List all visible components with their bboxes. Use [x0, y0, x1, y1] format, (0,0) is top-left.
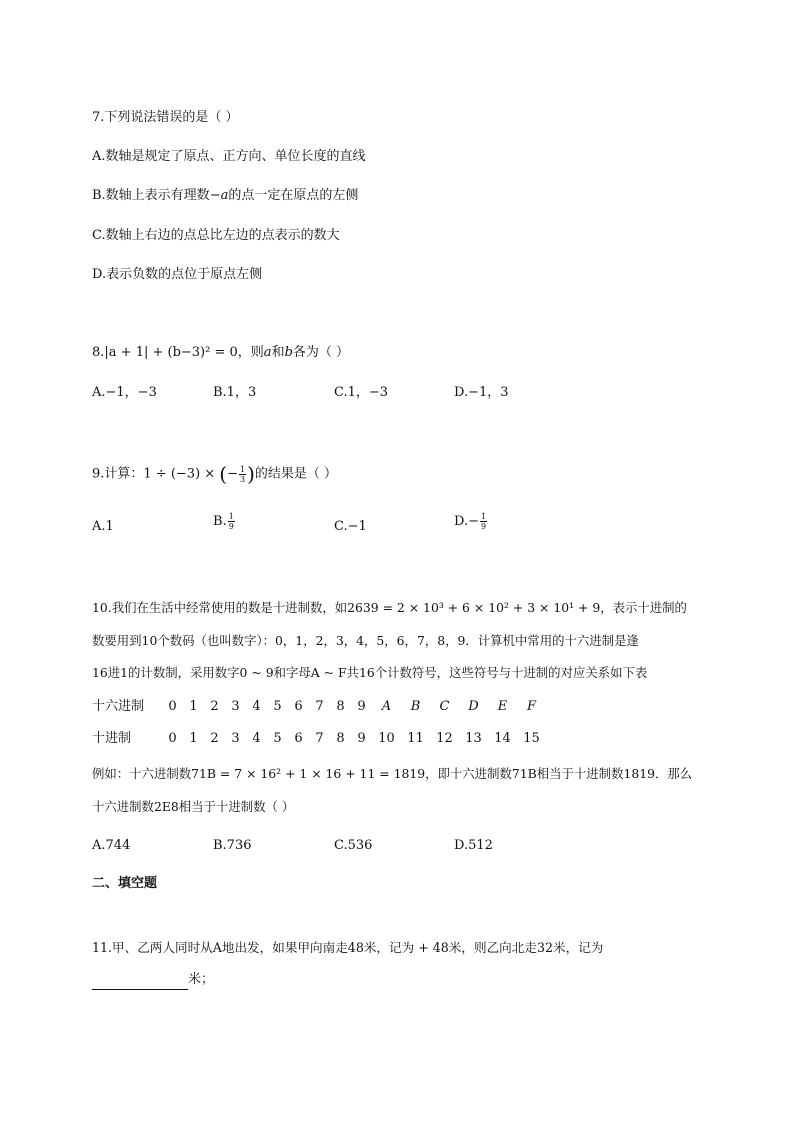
hex-cell: 2 — [210, 699, 219, 714]
q7-option-d: D.表示负数的点位于原点左侧 — [92, 267, 263, 282]
q9-option-d — [454, 512, 488, 532]
q10-line-2: 数要用到10个数码（也叫数字）：0，1，2，3，4，5，6，7，8，9．计算机中常用的十六进制是逢 — [92, 633, 639, 648]
dec-cell: 6 — [294, 731, 303, 746]
dec-cell: 11 — [407, 731, 424, 746]
q10-line-1: 10.我们在生活中经常使用的数是十进制数，如2639 = 2 × 10³ + 6 × 10² + 3 × 10¹ + 9，表示十进制的 — [92, 600, 687, 615]
hex-cell: E — [497, 699, 508, 714]
q10-line-4: 例如：十六进制数71B = 7 × 16² + 1 × 16 + 11 = 1819，即十六进制数71B相当于十进制数1819．那么 — [92, 766, 693, 781]
q8-option-b: B.1，3 — [213, 385, 257, 400]
hex-cell: 4 — [252, 699, 261, 714]
q8-option-a: A.−1，−3 — [92, 385, 157, 400]
q7-option-b-math: −a — [209, 188, 229, 203]
q8-var-a: a — [263, 345, 272, 360]
hex-row-label: 十六进制 — [92, 699, 145, 714]
q11-line-2 — [92, 970, 214, 990]
q9-stem — [92, 464, 337, 485]
q7-stem: 7.下列说法错误的是（ ） — [92, 110, 239, 125]
q9-option-d-num: 1 — [480, 512, 487, 521]
q7-option-b — [92, 186, 358, 206]
hex-cell: D — [468, 699, 479, 714]
hex-cell: 6 — [294, 699, 303, 714]
q8-num: 8. — [92, 345, 105, 360]
q10-option-c: C.536 — [334, 838, 373, 853]
section-heading-fill-in: 二、填空题 — [92, 876, 158, 891]
hex-cell: 9 — [357, 699, 366, 714]
dec-cell: 13 — [465, 731, 482, 746]
q9-option-d-frac — [480, 512, 487, 531]
q8-mid: ，则 — [237, 345, 264, 360]
hex-cell: F — [526, 699, 537, 714]
q8-formula: |a + 1| + (b−3)² = 0 — [104, 345, 238, 360]
q9-option-b-den: 9 — [228, 522, 234, 531]
dec-row — [92, 729, 546, 749]
dec-cell: 10 — [378, 731, 395, 746]
q8-var-b: b — [284, 345, 293, 360]
q7-option-b-post: 的点一定在原点的左侧 — [228, 188, 359, 203]
q8-option-d: D.−1，3 — [454, 385, 509, 400]
hex-cell: C — [439, 699, 450, 714]
q8-and: 和 — [271, 345, 285, 360]
q10-line-3: 16进1的计数制，采用数字0 ~ 9和字母A ~ F共16个计数符号，这些符号与十进制的对应关系如下表 — [92, 665, 648, 680]
dec-cell: 15 — [523, 731, 540, 746]
q10-option-a: A.744 — [92, 838, 131, 853]
q10-option-b: B.736 — [213, 838, 252, 853]
q7-option-c: C.数轴上右边的点总比左边的点表示的数大 — [92, 228, 340, 243]
q11-line-2-tail: 米； — [188, 972, 215, 987]
dec-row-label: 十进制 — [92, 731, 132, 746]
hex-cell: 3 — [231, 699, 240, 714]
q9-frac-num: 1 — [240, 464, 246, 474]
hex-cell: 1 — [189, 699, 198, 714]
q9-neg: − — [227, 466, 239, 482]
q7-option-b-pre: B.数轴上表示有理数 — [92, 188, 210, 203]
q9-paren-open: ( — [219, 462, 228, 486]
q7-option-a: A.数轴是规定了原点、正方向、单位长度的直线 — [92, 149, 366, 164]
dec-cell: 2 — [210, 731, 219, 746]
q11-line-1: 11.甲、乙两人同时从A地出发，如果甲向南走48米，记为 + 48米，则乙向北走32米，记为 — [92, 940, 604, 955]
q8-tail: 各为（ ） — [292, 345, 350, 360]
q9-frac-den: 3 — [240, 474, 246, 484]
dec-cell: 0 — [168, 731, 177, 746]
dec-cell: 4 — [252, 731, 261, 746]
hex-cell: 8 — [336, 699, 345, 714]
q9-option-b-frac — [228, 512, 235, 531]
dec-cell: 3 — [231, 731, 240, 746]
q9-paren-close: ) — [247, 462, 255, 486]
dec-cell: 12 — [436, 731, 453, 746]
q9-option-c: C.−1 — [334, 519, 367, 534]
q11-answer-blank[interactable] — [92, 975, 188, 990]
q8-stem — [92, 343, 349, 363]
q9-option-b-num: 1 — [228, 512, 234, 521]
q9-option-b — [213, 512, 236, 532]
dec-cell: 1 — [189, 731, 198, 746]
hex-row — [92, 697, 546, 717]
q9-option-d-den: 9 — [480, 522, 487, 531]
dec-cell: 7 — [315, 731, 324, 746]
dec-cell: 14 — [494, 731, 511, 746]
hex-cell: B — [410, 699, 421, 714]
q9-option-a: A.1 — [92, 519, 114, 534]
q9-fraction — [239, 465, 246, 484]
q8-option-c: C.1，−3 — [334, 385, 389, 400]
hex-cell: 5 — [273, 699, 282, 714]
hex-cell: 7 — [315, 699, 324, 714]
q9-option-b-pre: B. — [213, 514, 227, 529]
q9-option-d-pre: D.− — [454, 514, 479, 529]
q9-post: 的结果是（ ） — [254, 466, 338, 482]
q9-pre: 9.计算：1 ÷ (−3) × — [92, 466, 220, 482]
q10-line-5: 十六进制数2E8相当于十进制数（ ） — [92, 799, 295, 814]
dec-cell: 8 — [336, 731, 345, 746]
hex-cell: A — [381, 699, 392, 714]
hex-cell: 0 — [168, 699, 177, 714]
q10-option-d: D.512 — [454, 838, 493, 853]
dec-cell: 9 — [357, 731, 366, 746]
dec-cell: 5 — [273, 731, 282, 746]
